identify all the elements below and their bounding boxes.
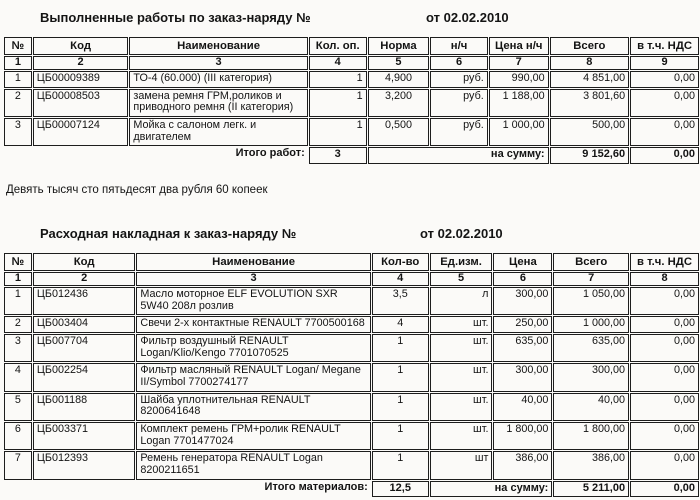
column-header: н/ч bbox=[430, 37, 488, 55]
total-label: Итого работ: bbox=[235, 147, 305, 160]
cell-unit: шт bbox=[430, 451, 493, 479]
cell-qty: 1 bbox=[372, 422, 429, 450]
cell-unit: руб. bbox=[430, 89, 488, 117]
table-row bbox=[4, 393, 699, 421]
total-label: Итого материалов: bbox=[264, 480, 368, 493]
table-row bbox=[4, 316, 699, 333]
column-number: 4 bbox=[372, 272, 429, 286]
sum-vat: 0,00 bbox=[630, 481, 699, 498]
cell-total: 1 050,00 bbox=[553, 287, 629, 315]
works-table bbox=[3, 36, 700, 165]
cell-unit: л bbox=[430, 287, 493, 315]
cell-price: 1 800,00 bbox=[493, 422, 552, 450]
column-header: в т.ч. НДС bbox=[630, 253, 699, 271]
total-row bbox=[4, 147, 699, 164]
cell-name: Комплект ремень ГРМ+ролик RENAULT Logan 7701477024 bbox=[136, 422, 370, 450]
cell-num: 1 bbox=[4, 287, 32, 315]
cell-price: 990,00 bbox=[489, 71, 549, 88]
header-row bbox=[4, 37, 699, 55]
cell-unit: шт. bbox=[430, 393, 493, 421]
cell-total: 386,00 bbox=[553, 451, 629, 479]
cell-num: 3 bbox=[4, 334, 32, 362]
table-row bbox=[4, 287, 699, 315]
cell-total: 3 801,60 bbox=[550, 89, 630, 117]
cell-qty: 1 bbox=[372, 363, 429, 391]
cell-code: ЦБ00009389 bbox=[33, 71, 129, 88]
works-title: Выполненные работы по заказ-наряду № bbox=[40, 10, 311, 25]
cell-unit: шт. bbox=[430, 422, 493, 450]
cell-qty: 1 bbox=[372, 393, 429, 421]
cell-qty: 1 bbox=[309, 71, 367, 88]
cell-qty: 1 bbox=[372, 334, 429, 362]
cell-code: ЦБ003404 bbox=[33, 316, 136, 333]
column-number: 7 bbox=[553, 272, 629, 286]
column-number: 2 bbox=[33, 56, 129, 70]
column-number: 1 bbox=[4, 272, 32, 286]
cell-price: 250,00 bbox=[493, 316, 552, 333]
cell-vat: 0,00 bbox=[630, 316, 699, 333]
cell-unit: руб. bbox=[430, 71, 488, 88]
sum-label: на сумму: bbox=[368, 147, 549, 164]
column-number: 6 bbox=[493, 272, 552, 286]
cell-vat: 0,00 bbox=[630, 71, 699, 88]
column-header: Всего bbox=[550, 37, 630, 55]
cell-code: ЦБ00008503 bbox=[33, 89, 129, 117]
column-number-row bbox=[4, 272, 699, 286]
cell-qty: 1 bbox=[309, 118, 367, 146]
column-number: 4 bbox=[309, 56, 367, 70]
amount-in-words: Девять тысяч сто пятьдесят два рубля 60 копеек bbox=[6, 184, 268, 196]
sum-vat: 0,00 bbox=[630, 147, 699, 164]
column-header: Ед.изм. bbox=[430, 253, 493, 271]
column-header: Код bbox=[33, 253, 136, 271]
cell-name: Шайба уплотнительная RENAULT 8200641648 bbox=[136, 393, 370, 421]
cell-norm: 0,500 bbox=[368, 118, 430, 146]
column-number: 5 bbox=[430, 272, 493, 286]
cell-code: ЦБ002254 bbox=[33, 363, 136, 391]
column-header: Наименование bbox=[136, 253, 370, 271]
total-qty: 12,5 bbox=[372, 481, 429, 498]
cell-norm: 3,200 bbox=[368, 89, 430, 117]
cell-vat: 0,00 bbox=[630, 363, 699, 391]
cell-code: ЦБ00007124 bbox=[33, 118, 129, 146]
cell-name: Ремень генератора RENAULT Logan 8200211651 bbox=[136, 451, 370, 479]
cell-vat: 0,00 bbox=[630, 334, 699, 362]
cell-name: Свечи 2-х контактные RENAULT 7700500168 bbox=[136, 316, 370, 333]
table-row bbox=[4, 71, 699, 88]
column-header: Кол-во bbox=[372, 253, 429, 271]
sum-label: на сумму: bbox=[430, 481, 553, 498]
column-header: в т.ч. НДС bbox=[630, 37, 699, 55]
cell-name: Мойка с салоном легк. и двигателем bbox=[129, 118, 307, 146]
cell-vat: 0,00 bbox=[630, 287, 699, 315]
column-number: 7 bbox=[489, 56, 549, 70]
cell-num: 5 bbox=[4, 393, 32, 421]
cell-name: Фильтр воздушный RENAULT Logan/Klio/Kengo 7701070525 bbox=[136, 334, 370, 362]
materials-table bbox=[3, 252, 700, 498]
column-number: 6 bbox=[430, 56, 488, 70]
cell-price: 1 000,00 bbox=[489, 118, 549, 146]
cell-total: 4 851,00 bbox=[550, 71, 630, 88]
column-number: 9 bbox=[630, 56, 699, 70]
header-row bbox=[4, 253, 699, 271]
column-header: Норма bbox=[368, 37, 430, 55]
cell-qty: 1 bbox=[372, 451, 429, 479]
cell-code: ЦБ012436 bbox=[33, 287, 136, 315]
column-number: 1 bbox=[4, 56, 32, 70]
cell-vat: 0,00 bbox=[630, 118, 699, 146]
cell-qty: 3,5 bbox=[372, 287, 429, 315]
column-number: 8 bbox=[550, 56, 630, 70]
cell-num: 2 bbox=[4, 316, 32, 333]
table-row bbox=[4, 422, 699, 450]
column-header: № bbox=[4, 253, 32, 271]
cell-unit: шт. bbox=[430, 334, 493, 362]
materials-date: от 02.02.2010 bbox=[420, 226, 503, 241]
cell-name: ТО-4 (60.000) (III категория) bbox=[129, 71, 307, 88]
cell-total: 300,00 bbox=[553, 363, 629, 391]
sum-total: 9 152,60 bbox=[550, 147, 630, 164]
cell-vat: 0,00 bbox=[630, 451, 699, 479]
cell-code: ЦБ003371 bbox=[33, 422, 136, 450]
cell-name: замена ремня ГРМ,роликов и приводного ремня (II категория) bbox=[129, 89, 307, 117]
cell-price: 386,00 bbox=[493, 451, 552, 479]
cell-price: 1 188,00 bbox=[489, 89, 549, 117]
cell-num: 1 bbox=[4, 71, 32, 88]
column-header: Код bbox=[33, 37, 129, 55]
cell-num: 3 bbox=[4, 118, 32, 146]
table-row bbox=[4, 89, 699, 117]
column-header: Всего bbox=[553, 253, 629, 271]
cell-norm: 4,900 bbox=[368, 71, 430, 88]
column-number-row bbox=[4, 56, 699, 70]
cell-num: 4 bbox=[4, 363, 32, 391]
cell-num: 2 bbox=[4, 89, 32, 117]
column-header: № bbox=[4, 37, 32, 55]
cell-qty: 4 bbox=[372, 316, 429, 333]
table-row bbox=[4, 363, 699, 391]
table-row bbox=[4, 118, 699, 146]
cell-unit: шт. bbox=[430, 316, 493, 333]
cell-price: 635,00 bbox=[493, 334, 552, 362]
cell-qty: 1 bbox=[309, 89, 367, 117]
cell-name: Масло моторное ELF EVOLUTION SXR 5W40 208л розлив bbox=[136, 287, 370, 315]
cell-unit: шт. bbox=[430, 363, 493, 391]
column-number: 2 bbox=[33, 272, 136, 286]
column-number: 8 bbox=[630, 272, 699, 286]
table-row bbox=[4, 451, 699, 479]
cell-code: ЦБ007704 bbox=[33, 334, 136, 362]
table-row bbox=[4, 334, 699, 362]
sum-total: 5 211,00 bbox=[553, 481, 629, 498]
cell-vat: 0,00 bbox=[630, 422, 699, 450]
cell-vat: 0,00 bbox=[630, 89, 699, 117]
column-header: Цена н/ч bbox=[489, 37, 549, 55]
column-number: 5 bbox=[368, 56, 430, 70]
column-header: Цена bbox=[493, 253, 552, 271]
cell-unit: руб. bbox=[430, 118, 488, 146]
cell-num: 6 bbox=[4, 422, 32, 450]
cell-total: 500,00 bbox=[550, 118, 630, 146]
column-header: Кол. оп. bbox=[309, 37, 367, 55]
cell-price: 300,00 bbox=[493, 287, 552, 315]
materials-title: Расходная накладная к заказ-наряду № bbox=[40, 226, 297, 241]
cell-code: ЦБ012393 bbox=[33, 451, 136, 479]
cell-total: 1 800,00 bbox=[553, 422, 629, 450]
cell-total: 40,00 bbox=[553, 393, 629, 421]
cell-name: Фильтр масляный RENAULT Logan/ Megane II/Symbol 7700274177 bbox=[136, 363, 370, 391]
cell-vat: 0,00 bbox=[630, 393, 699, 421]
column-header: Наименование bbox=[129, 37, 307, 55]
cell-total: 635,00 bbox=[553, 334, 629, 362]
cell-num: 7 bbox=[4, 451, 32, 479]
column-number: 3 bbox=[136, 272, 370, 286]
column-number: 3 bbox=[129, 56, 307, 70]
total-row bbox=[4, 481, 699, 498]
cell-price: 300,00 bbox=[493, 363, 552, 391]
cell-code: ЦБ001188 bbox=[33, 393, 136, 421]
works-date: от 02.02.2010 bbox=[426, 10, 509, 25]
total-qty: 3 bbox=[309, 147, 367, 164]
cell-total: 1 000,00 bbox=[553, 316, 629, 333]
cell-price: 40,00 bbox=[493, 393, 552, 421]
